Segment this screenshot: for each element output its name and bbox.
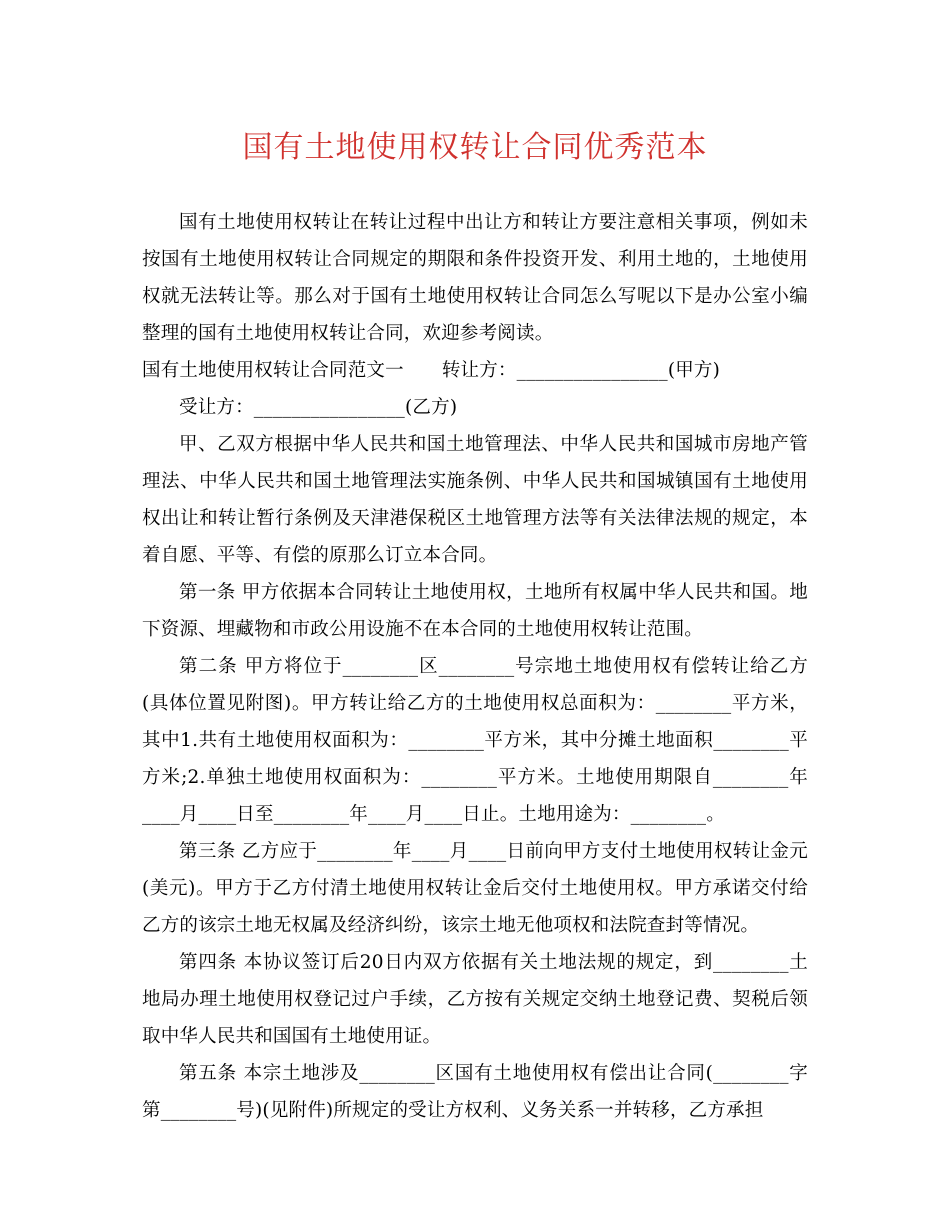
article-5: 第五条 本宗土地涉及________区国有土地使用权有偿出让合同(________字第________号)(见附件)所规定的受让方权利、义务关系一并转移，乙方承担: [142, 1063, 808, 1121]
preamble-paragraph: 甲、乙双方根据中华人民共和国土地管理法、中华人民共和国城市房地产管理法、中华人民共和国土地管理法实施条例、中华人民共和国城镇国有土地使用权出让和转让暂行条例及天津港保税区土地管理方法等有关法律法规的规定，本着自愿、平等、有偿的原那么订立本合同。: [142, 434, 808, 566]
sample-heading: 国有土地使用权转让合同范文一: [142, 360, 404, 381]
document-body: [142, 204, 808, 1129]
article-4: 第四条 本协议签订后20日内双方依据有关土地法规的规定，到________土地局办理土地使用权登记过户手续，乙方按有关规定交纳土地登记费、契税后领取中华人民共和国国有土地使用证。: [142, 952, 808, 1047]
article-1: 第一条 甲方依据本合同转让土地使用权，土地所有权属中华人民共和国。地下资源、埋藏物和市政公用设施不在本合同的土地使用权转让范围。: [142, 582, 808, 640]
sample-heading-row: [142, 352, 808, 389]
article-2: 第二条 甲方将位于________区________号宗地土地使用权有偿转让给乙方(具体位置见附图)。甲方转让给乙方的土地使用权总面积为：________平方米，其中1.共有土地使用权面积为：________平方米，其中分摊土地面积________平方米;2.单独土地使用权面积为：________平方米。土地使用期限自________年____月____日至________年____月____日止。土地用途为：________。: [142, 656, 808, 825]
transferor-line: 转让方：________________(甲方): [441, 360, 721, 381]
intro-paragraph: 国有土地使用权转让在转让过程中出让方和转让方要注意相关事项，例如未按国有土地使用权转让合同规定的期限和条件投资开发、利用土地的，土地使用权就无法转让等。那么对于国有土地使用权转让合同怎么写呢以下是办公室小编整理的国有土地使用权转让合同，欢迎参考阅读。: [142, 212, 808, 344]
transferee-line: 受让方：________________(乙方): [179, 397, 458, 418]
document-title: 国有土地使用权转让合同优秀范本: [242, 130, 708, 165]
article-3: 第三条 乙方应于________年____月____日前向甲方支付土地使用权转让金元(美元)。甲方于乙方付清土地使用权转让金后交付土地使用权。甲方承诺交付给乙方的该宗土地无权属及经济纠纷，该宗土地无他项权和法院查封等情况。: [142, 841, 808, 936]
